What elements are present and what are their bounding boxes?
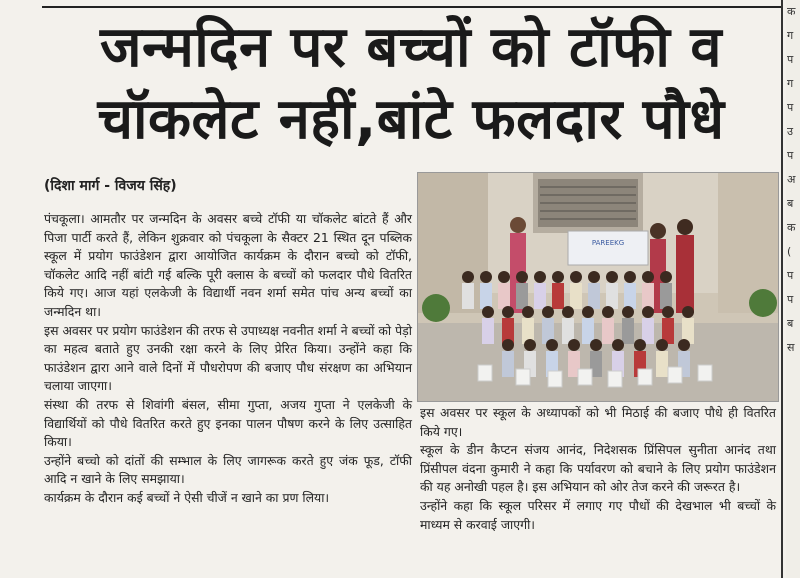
child-figure — [482, 318, 494, 344]
child-head — [590, 339, 602, 351]
child-head — [656, 339, 668, 351]
paragraph: स्कूल के डीन कैप्टन संजय आनंद, निदेशसक प्रिंसिपल सुनीता आनंद तथा प्रिंसीपल वंदना कुमारी ने कहा कि पर्यावरण को बचाने के लिए प्रयोग फाउंडेशन की यह अनोखी पहल है। इस अभियान को ओर तेज करने की जरूरत है। — [420, 442, 776, 495]
news-photo — [417, 172, 779, 402]
strip-glyph: ( — [787, 245, 792, 258]
strip-glyph: क — [787, 221, 796, 234]
child-head — [502, 339, 514, 351]
child-head — [660, 271, 672, 283]
child-head — [634, 339, 646, 351]
child-head — [582, 306, 594, 318]
child-head — [612, 339, 624, 351]
child-figure — [606, 283, 618, 309]
child-figure — [498, 283, 510, 309]
child-head — [522, 306, 534, 318]
strip-glyph: क — [787, 5, 796, 18]
child-head — [482, 306, 494, 318]
child-figure — [480, 283, 492, 309]
child-head — [524, 339, 536, 351]
strip-glyph: प — [787, 53, 794, 66]
article-left-column — [44, 210, 412, 508]
photo-illustration — [418, 173, 778, 401]
strip-glyph: ग — [787, 29, 794, 42]
child-head — [606, 271, 618, 283]
child-figure — [660, 283, 672, 309]
child-figure — [602, 318, 614, 344]
banner-text: PAREEKG — [591, 239, 625, 247]
paragraph: पंचकूला। आमतौर पर जन्मदिन के अवसर बच्चे टॉफी या चॉकलेट बांटते हैं और पिजा पार्टी करते हैं, लेकिन शुक्रवार को पंचकूला के सैक्टर 21 स्थित दून पब्लिक स्कूल में प्रयोग फाउंडेशन द्वारा आयोजित कार्यक्रम के दौरान बच्चो को टॉफी, चॉकलेट आदि नहीं बांटी गई बल्कि पूरी क्लास के बच्चों को फलदार पौधे वितरित किये गए। आज यहां एलकेजी के विद्यार्थी नवन शर्मा समेत पांच अन्य बच्चों का जन्मदिन था। — [44, 211, 412, 319]
paragraph: संस्था की तरफ से शिवांगी बंसल, सीमा गुप्ता, अजय गुप्ता ने एलकेजी के विद्यार्थियों को पौधे वितरित करते हुए इनका पालन पौषण करने के लिए उत्साहित किया। — [44, 396, 412, 450]
child-head — [662, 306, 674, 318]
child-head — [542, 306, 554, 318]
strip-glyph: ब — [787, 197, 794, 210]
child-head — [498, 271, 510, 283]
child-figure — [462, 283, 474, 309]
child-figure — [588, 283, 600, 309]
strip-glyph: प — [787, 149, 794, 162]
child-head — [562, 306, 574, 318]
child-figure — [624, 283, 636, 309]
strip-glyph: ग — [787, 77, 794, 90]
child-head — [534, 271, 546, 283]
child-figure — [534, 283, 546, 309]
child-figure — [656, 351, 668, 377]
child-head — [480, 271, 492, 283]
headline — [40, 12, 782, 156]
strip-glyph: उ — [787, 125, 794, 138]
top-rule — [42, 6, 782, 8]
child-figure — [516, 283, 528, 309]
strip-glyph: स — [787, 341, 795, 354]
child-figure — [582, 318, 594, 344]
child-head — [682, 306, 694, 318]
child-head — [568, 339, 580, 351]
headline-line-2: चॉकलेट नहीं,बांटे फलदार पौधे — [97, 87, 725, 152]
child-head — [502, 306, 514, 318]
strip-glyph: प — [787, 293, 794, 306]
child-figure — [570, 283, 582, 309]
child-head — [624, 271, 636, 283]
child-head — [622, 306, 634, 318]
child-head — [588, 271, 600, 283]
paragraph: इस अवसर पर प्रयोग फाउंडेशन की तरफ से उपाध्यक्ष नवनीत शर्मा ने बच्चों को पेड़ो का महत्व बताते हुए उनकी रक्षा करने के लिए प्रेरित किया। उन्होंने कहा कि फाउंडेशन द्वारा आने वाले दिनों में पौधरोपण की बजाए पौध संरक्षण का अभियान चलाया जाएगा। — [44, 322, 412, 394]
child-head — [642, 271, 654, 283]
child-figure — [642, 318, 654, 344]
headline-line-1: जन्मदिन पर बच्चों को टॉफी व — [99, 15, 723, 80]
paragraph: उन्होंने कहा कि स्कूल परिसर में लगाए गए पौधों की देखभाल भी बच्चों के माध्यम से करवाई जाएगी। — [420, 497, 776, 532]
strip-glyph: प — [787, 101, 794, 114]
child-head — [570, 271, 582, 283]
child-head — [516, 271, 528, 283]
child-head — [642, 306, 654, 318]
strip-glyph: ब — [787, 317, 794, 330]
adjacent-column-strip — [786, 0, 800, 578]
child-head — [546, 339, 558, 351]
paragraph: उन्होंने बच्चो को दांतों की सम्भाल के लिए जागरूक करते हुए जंक फूड, टॉफी आदि न खाने के लिए समझाया। — [44, 452, 412, 487]
paragraph: कार्यक्रम के दौरान कई बच्चों ने ऐसी चीजें न खाने का प्रण लिया। — [44, 489, 330, 505]
child-head — [462, 271, 474, 283]
byline: (दिशा मार्ग - विजय सिंह) — [44, 178, 177, 194]
photo-caption: इस अवसर पर स्कूल के अध्यापकों को भी मिठाई की बजाए पौधे ही वितरित किये गए। — [420, 405, 776, 439]
child-head — [678, 339, 690, 351]
child-figure — [622, 318, 634, 344]
strip-glyph: अ — [787, 173, 796, 186]
child-figure — [642, 283, 654, 309]
child-head — [602, 306, 614, 318]
child-head — [552, 271, 564, 283]
article-right-column — [420, 404, 776, 534]
child-figure — [552, 283, 564, 309]
strip-glyph: प — [787, 269, 794, 282]
child-figure — [502, 351, 514, 377]
